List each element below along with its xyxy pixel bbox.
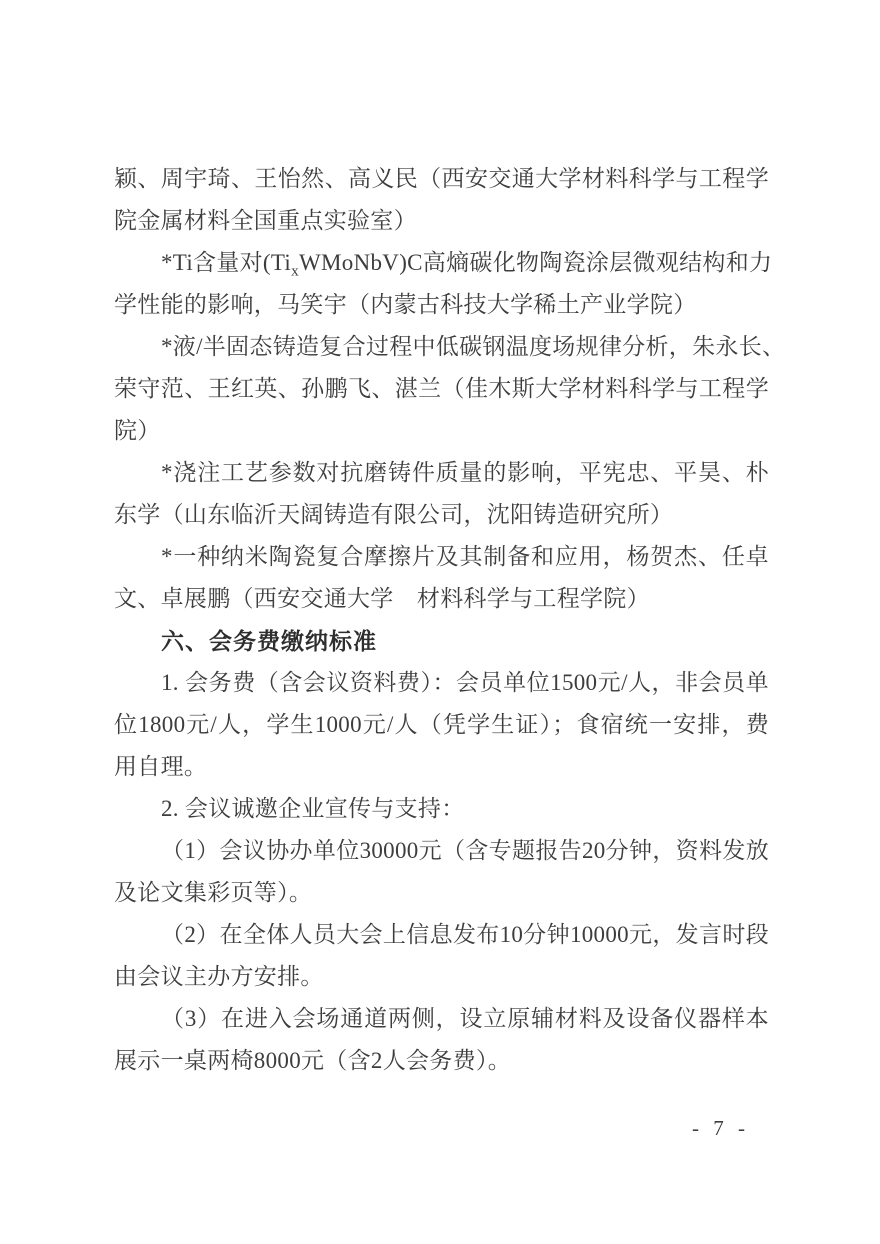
text-line bbox=[114, 956, 769, 998]
text-line bbox=[114, 872, 769, 914]
text-line bbox=[114, 326, 786, 368]
text-segment: 由会议主办方安排。 bbox=[114, 964, 324, 989]
text-segment: WMoNbV)C高熵碳化物陶瓷涂层微观结构和力 bbox=[299, 250, 773, 275]
text-segment: 东学（山东临沂天阔铸造有限公司，沈阳铸造研究所） bbox=[114, 502, 674, 527]
text-line bbox=[114, 1040, 769, 1082]
text-line bbox=[114, 368, 769, 410]
text-line bbox=[114, 578, 769, 620]
text-segment: 2. 会议诚邀企业宣传与支持： bbox=[161, 796, 465, 821]
text-segment: 1. 会务费（含会议资料费）：会员单位1500元/人，非会员单 bbox=[161, 670, 769, 695]
text-line bbox=[114, 242, 773, 284]
text-segment: 颖、周宇琦、王怡然、高义民（西安交通大学材料科学与工程学 bbox=[114, 166, 769, 191]
text-block bbox=[114, 158, 786, 1082]
text-line bbox=[114, 200, 769, 242]
text-line bbox=[114, 746, 769, 788]
text-line bbox=[114, 410, 769, 452]
text-line bbox=[114, 158, 769, 200]
text-segment: 荣守范、王红英、孙鹏飞、湛兰（佳木斯大学材料科学与工程学 bbox=[114, 376, 769, 401]
text-segment: 文、卓展鹏（西安交通大学 材料科学与工程学院） bbox=[114, 586, 650, 611]
text-segment: *液/半固态铸造复合过程中低碳钢温度场规律分析，朱永长、 bbox=[161, 334, 786, 359]
text-line bbox=[114, 284, 769, 326]
text-segment: 位1800元/人，学生1000元/人（凭学生证）；食宿统一安排，费 bbox=[114, 712, 769, 737]
text-segment: 展示一桌两椅8000元（含2人会务费）。 bbox=[114, 1048, 511, 1073]
text-segment: （1）会议协办单位30000元（含专题报告20分钟，资料发放 bbox=[161, 838, 769, 863]
text-line bbox=[114, 704, 769, 746]
text-segment: *Ti含量对(Ti bbox=[161, 250, 292, 275]
text-line bbox=[114, 452, 769, 494]
text-line bbox=[114, 830, 769, 872]
text-segment: 及论文集彩页等）。 bbox=[114, 880, 313, 905]
text-line bbox=[114, 914, 769, 956]
text-line bbox=[114, 998, 769, 1040]
text-segment: 院金属材料全国重点实验室） bbox=[114, 208, 417, 233]
text-segment: 用自理。 bbox=[114, 754, 208, 779]
text-segment: 六、会务费缴纳标准 bbox=[161, 628, 377, 654]
text-segment: *一种纳米陶瓷复合摩擦片及其制备和应用，杨贺杰、任卓 bbox=[161, 544, 769, 569]
section-heading bbox=[114, 620, 769, 662]
text-segment: 学性能的影响，马笑宇（内蒙古科技大学稀土产业学院） bbox=[114, 292, 697, 317]
text-line bbox=[114, 788, 769, 830]
text-segment: *浇注工艺参数对抗磨铸件质量的影响，平宪忠、平昊、朴 bbox=[161, 460, 769, 485]
text-segment: （3）在进入会场通道两侧，设立原辅材料及设备仪器样本 bbox=[161, 1006, 769, 1031]
text-line bbox=[114, 662, 769, 704]
text-segment: （2）在全体人员大会上信息发布10分钟10000元，发言时段 bbox=[161, 922, 769, 947]
text-line bbox=[114, 494, 769, 536]
page-number: - 7 - bbox=[692, 1116, 748, 1140]
text-line bbox=[114, 536, 769, 578]
subscript: x bbox=[291, 262, 300, 280]
text-segment: 院） bbox=[114, 418, 161, 443]
